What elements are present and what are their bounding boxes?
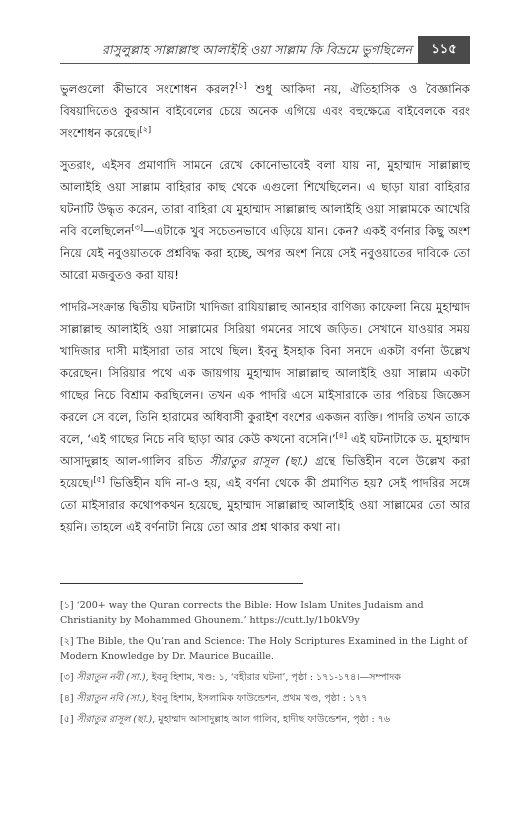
footnote-book-title: সীরাতুন নবী (সা.): [76, 672, 146, 683]
footnote-ref-1[interactable]: [১]: [235, 81, 247, 91]
para-3-text-a: পাদরি-সংক্রান্ত দ্বিতীয় ঘটনাটা খাদিজা রাযিয়াল্লাহু আনহার বাণিজ্য কাফেলা নিয়ে মুহাম্মাদ সাল্লাল্লাহু আলাইহি ওয়া সাল্লামের সিরিয়া গমনের সাথে জড়িত। সেখানে যাওয়ার সময় খাদিজার দাসী মাইসারা তার সাথে ছিল। ইবনু ইসহাক বিনা সনদে একটা বর্ণনা উল্লেখ করেছেন। সিরিয়ার পথে এক জায়গায় মুহাম্মাদ সাল্লাল্লাহু আলাইহি ওয়া সাল্লাম একটা গাছের নিচে বিশ্রাম করছিলেন। তখন এক পাদরি এসে মাইসারাকে তার পরিচয় জিজ্ঞেস করলে সে বলে, তিনি হারামের অধিবাসী কুরাইশ বংশের একজন ব্যক্তি। পাদরি তখন তাকে বলে, ‘এই গাছের নিচে নবি ছাড়া আর কেউ কখনো বসেনি।’: [60, 300, 470, 446]
book-title: সীরাতুর রাসূল (ছা.): [209, 454, 309, 468]
para-1-text-b: শুধু আকিদা নয়, ঐতিহাসিক ও বৈজ্ঞানিক বিষয়াদিতেও কুরআন বাইবেলের চেয়ে অনেক এগিয়ে এবং বহুক্ষেত্রে বাইবেলকে বরং সংশোধন করেছে।: [60, 82, 470, 140]
footnote-ref-5[interactable]: [৫]: [93, 475, 105, 485]
footnote-3: [60, 670, 470, 685]
footnote-4: [60, 691, 470, 706]
footnote-text: The Bible, the Qu’ran and Science: The Holy Scriptures Examined in the Light of Modern Knowledge by Dr. Maurice Bucaille.: [60, 636, 468, 662]
paragraph-3: [60, 296, 470, 538]
footnote-text: , ইবনু হিশাম, ইসলামিক ফাউন্ডেশন, প্রথম খণ্ড, পৃষ্ঠা : ১৭৭: [145, 693, 368, 704]
footnote-text: , ইবনু হিশাম, খণ্ড: ১, ‘বহীরার ঘটনা’, পৃষ্ঠা : ১৭১-১৭৪।—সম্পাদক: [145, 672, 401, 683]
footnotes: [60, 598, 470, 733]
footnote-mark: [৫]: [60, 714, 74, 725]
footnote-book-title: সীরাতুর রাসূল (ছা.): [76, 714, 153, 725]
footnote-book-title: সীরাতুন নবি (সা.): [76, 693, 146, 704]
footnote-text: ‘200+ way the Quran corrects the Bible: How Islam Unites Judaism and Christianity by Mohammed Ghounem.’ https://cutt.ly/1b0kV9y: [60, 600, 424, 626]
footnote-text: , মুহাম্মাদ আসাদুল্লাহ আল গালিব, হাদীছ ফাউন্ডেশন, পৃষ্ঠা : ৭৬: [152, 714, 391, 725]
footnote-mark: [৪]: [60, 693, 74, 704]
footnote-mark: [৩]: [60, 672, 74, 683]
para-3-text-d: গ্রন্থে ভিত্তিহীন বলে উল্লেখ করা হয়েছে।: [60, 454, 470, 490]
para-2-text-a: সুতরাং, এইসব প্রমাণাদি সামনে রেখে কোনোভাবেই বলা যায় না, মুহাম্মাদ সাল্লাল্লাহু আলাইহি ওয়া সাল্লাম বাহিরার কাছ থেকে এগুলো শিখেছিলেন। এ ছাড়া যারা বাহিরার ঘটনাটি উদ্ধৃত করেন, তারা বাহিরা যে মুহাম্মাদ সাল্লাল্লাহু আলাইহি ওয়া সাল্লামকে আখেরি নবি বলেছিলেন: [60, 158, 470, 238]
footnote-5: [60, 712, 470, 727]
para-2-text-b: —এটাকে খুব সচেতনভাবে এড়িয়ে যান। কেন? একই বর্ণনার কিছু অংশ নিয়ে যেই নবুওয়াতকে প্রশ্নবিদ্ধ করা হচ্ছে, অপর অংশ নিয়ে সেই নবুওয়াতের দাবিকে তো আরো মজবুতও করা যায়!: [60, 224, 470, 282]
footnote-mark: [২]: [60, 636, 74, 647]
footnote-ref-4[interactable]: [৪]: [335, 431, 347, 441]
para-1-text-a: ভুলগুলো কীভাবে সংশোধন করল?: [60, 82, 236, 96]
footnote-mark: [১]: [60, 600, 74, 611]
footnote-1: [60, 598, 470, 628]
para-3-text-e: ভিত্তিহীন যদি না-ও হয়, এই বর্ণনা থেকে কী প্রমাণিত হয়? সেই পাদরির সঙ্গে তো মাইসারার কথোপকথন হয়েছে, মুহাম্মাদ সাল্লাল্লাহু আলাইহি ওয়া সাল্লামের তো আর হয়নি। তাহলে এই বর্ণনাটা নিয়ে তো আর প্রশ্ন থাকার কথা না।: [60, 476, 470, 534]
footnote-2: [60, 634, 470, 664]
footnote-ref-3[interactable]: [৩]: [131, 223, 143, 233]
paragraph-1: [60, 78, 470, 144]
page-number: ১১৫: [418, 36, 470, 64]
footnote-divider: [60, 583, 303, 584]
body-text: [60, 78, 470, 548]
footnote-ref-2[interactable]: [২]: [139, 125, 152, 135]
running-header: [60, 36, 418, 64]
para-3-text-b: এই ঘটনাটাকে ড. মুহাম্মাদ আসাদুল্লাহ আল-গালিব রচিত: [60, 432, 470, 468]
paragraph-2: [60, 154, 470, 286]
header-title: রাসুলুল্লাহ সাল্লাল্লাহু আলাইহি ওয়া সাল্লাম কি বিভ্রমে ভুগছিলেন: [101, 42, 412, 57]
